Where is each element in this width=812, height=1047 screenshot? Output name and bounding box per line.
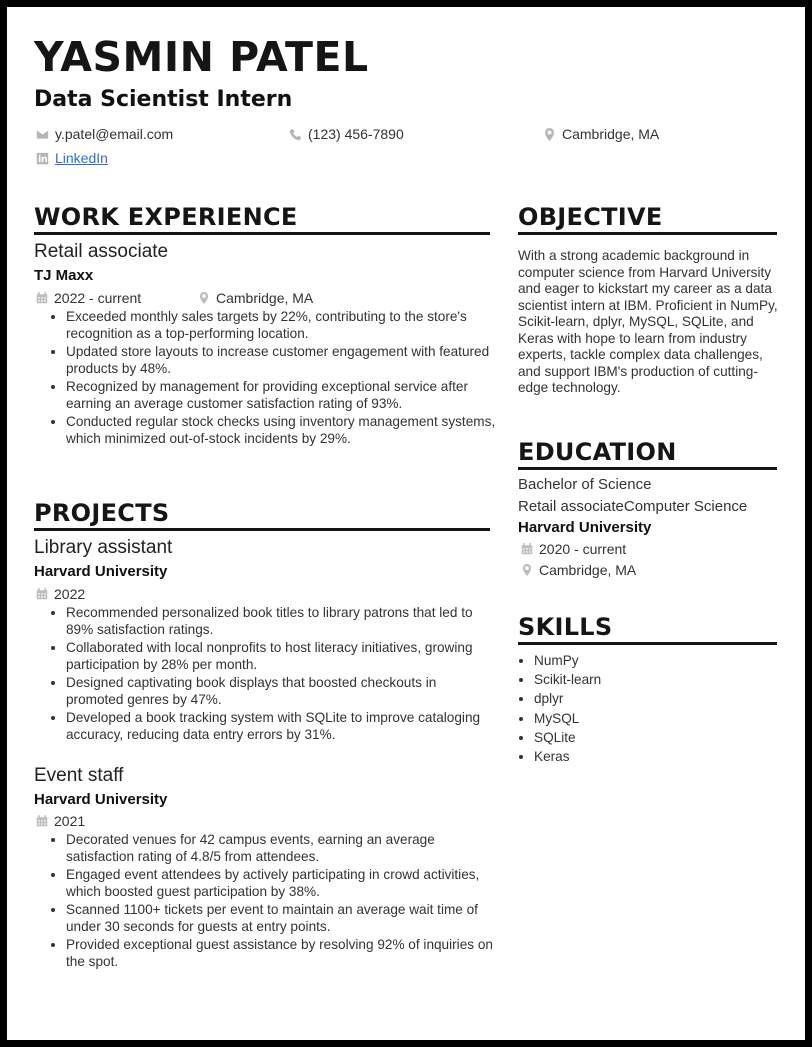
location-pin-icon — [521, 564, 533, 576]
list-item: • Provided exceptional guest assistance by resolving 92% of inquiries on the spot. — [66, 937, 496, 970]
list-item: • Decorated venues for 42 campus events, earning an average satisfaction rating of 4.8/5 from attendees. — [66, 832, 496, 865]
phone-text: (123) 456-7890 — [308, 126, 404, 142]
project-date — [36, 814, 85, 828]
objective-divider — [518, 232, 777, 235]
skill-item: • SQLite — [534, 728, 601, 747]
project-org: Harvard University — [34, 791, 168, 808]
job-dates — [36, 291, 141, 305]
education-field: Retail associateComputer Science — [518, 498, 748, 515]
location-pin-icon — [198, 292, 210, 304]
objective-text: With a strong academic background in computer science from Harvard University and eager to kickstart my career as a data scientist intern at IBM. Proficient in NumPy, Scikit-learn, dplyr, MySQL, SQLite, and Keras with hope to learn from industry experts, tackle complex data challenges, and support IBM's production of cutting-edge technology. — [518, 248, 778, 395]
skills-list — [518, 651, 601, 766]
objective-heading: OBJECTIVE — [518, 203, 663, 231]
project-role: Event staff — [34, 765, 124, 786]
list-item: • Collaborated with local nonprofits to host literacy initiatives, growing participation by 28% per month. — [66, 640, 496, 673]
contact-linkedin — [36, 151, 108, 165]
calendar-icon — [36, 588, 48, 600]
list-item: • Designed captivating book displays that boosted checkouts in promoted genres by 47%. — [66, 675, 496, 708]
candidate-name: YASMIN PATEL — [34, 33, 369, 81]
skills-heading: SKILLS — [518, 613, 613, 641]
skill-item: • NumPy — [534, 651, 601, 670]
list-item: • Engaged event attendees by actively participating in crowd activities, which boosted guest participation by 38%. — [66, 867, 496, 900]
list-item: • Recommended personalized book titles to library patrons that led to 89% satisfaction ratings. — [66, 605, 496, 638]
skill-item: • dplyr — [534, 689, 601, 708]
education-location-text: Cambridge, MA — [539, 562, 637, 578]
education-heading: EDUCATION — [518, 438, 677, 466]
list-item: • Developed a book tracking system with SQLite to improve cataloging accuracy, reducing data entry errors by 31%. — [66, 710, 496, 743]
education-school: Harvard University — [518, 519, 652, 536]
calendar-icon — [521, 543, 533, 555]
job-company: TJ Maxx — [34, 267, 94, 284]
linkedin-icon — [36, 152, 49, 165]
calendar-icon — [36, 815, 48, 827]
project-date — [36, 587, 85, 601]
contact-phone — [289, 127, 404, 141]
list-item: • Updated store layouts to increase customer engagement with featured products by 48%. — [66, 344, 496, 377]
project-date-text: 2021 — [54, 813, 86, 829]
list-item: • Recognized by management for providing exceptional service after earning an average customer satisfaction rating of 93%. — [66, 379, 496, 412]
work-experience-divider — [34, 232, 490, 235]
location-text: Cambridge, MA — [562, 126, 660, 142]
project-org: Harvard University — [34, 563, 168, 580]
skill-item: • MySQL — [534, 709, 601, 728]
calendar-icon — [36, 292, 48, 304]
work-experience-heading: WORK EXPERIENCE — [34, 203, 298, 231]
project-bullets — [34, 832, 496, 972]
contact-location — [543, 127, 659, 141]
skills-divider — [518, 642, 777, 645]
list-item: • Exceeded monthly sales targets by 22%, contributing to the store's recognition as a top-performing location. — [66, 309, 496, 342]
job-dates-text: 2022 - current — [54, 290, 142, 306]
job-role: Retail associate — [34, 241, 169, 262]
projects-divider — [34, 528, 490, 531]
project-role: Library assistant — [34, 537, 173, 558]
resume-page — [7, 7, 805, 1040]
list-item: • Conducted regular stock checks using inventory management systems, which minimized out-of-stock incidents by 29%. — [66, 414, 496, 447]
project-bullets — [34, 605, 496, 745]
education-degree: Bachelor of Science — [518, 476, 652, 493]
location-pin-icon — [543, 128, 556, 141]
skill-item: • Keras — [534, 747, 601, 766]
job-location — [198, 291, 313, 305]
job-bullets — [34, 309, 496, 449]
job-title: Data Scientist Intern — [34, 87, 293, 112]
skill-item: • Scikit-learn — [534, 670, 601, 689]
email-icon — [36, 128, 49, 141]
list-item: • Scanned 1100+ tickets per event to maintain an average wait time of under 30 seconds for guests at entry points. — [66, 902, 496, 935]
linkedin-link[interactable]: LinkedIn — [55, 150, 108, 166]
phone-icon — [289, 128, 302, 141]
job-location-text: Cambridge, MA — [216, 290, 314, 306]
education-divider — [518, 467, 777, 470]
email-text: y.patel@email.com — [55, 126, 174, 142]
project-date-text: 2022 — [54, 586, 86, 602]
education-dates — [521, 542, 626, 556]
education-dates-text: 2020 - current — [539, 541, 627, 557]
contact-email — [36, 127, 173, 141]
projects-heading: PROJECTS — [34, 499, 170, 527]
education-location — [521, 563, 636, 577]
